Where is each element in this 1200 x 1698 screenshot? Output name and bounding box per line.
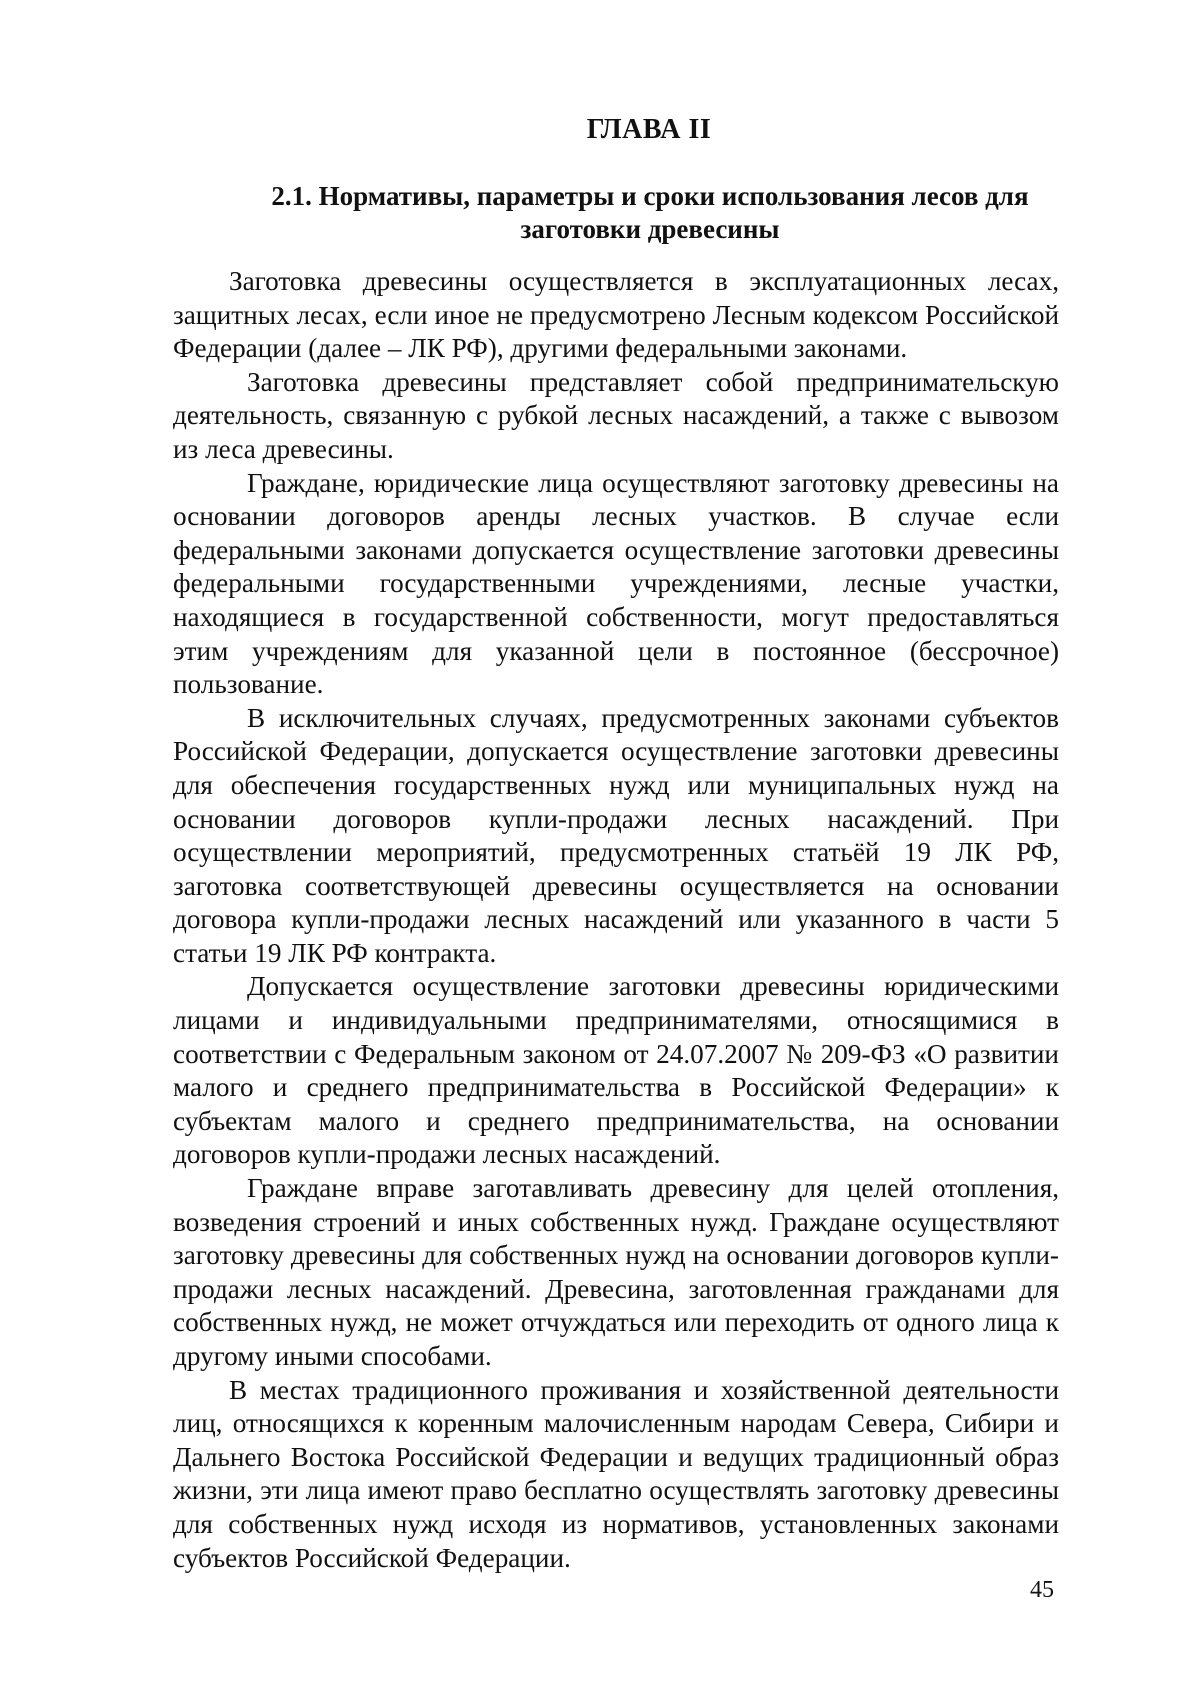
paragraph-1: Заготовка древесины осуществляется в эксплуатационных лесах, защитных лесах, если иное не предусмотрено Лесным кодексом Российской Федерации (далее – ЛК РФ), другими федеральными законами. (173, 266, 1059, 364)
section-title: 2.1. Нормативы, параметры и сроки использования лесов для заготовки древесины (271, 181, 1029, 244)
chapter-heading: ГЛАВА II (586, 114, 712, 145)
paragraph-3: Граждане, юридические лица осуществляют заготовку древесины на основании договоров аренды лесных участков. В случае если федеральными законами допускается осуществление заготовки древесины федеральными государственными учреждениями, лесные участки, находящиеся в государственной собственности, могут предоставляться этим учреждениям для указанной цели в постоянное (бессрочное) пользование. (173, 467, 1059, 700)
paragraph-7: В местах традиционного проживания и хозяйственной деятельности лиц, относящихся к коренным малочисленным народам Севера, Сибири и Дальнего Востока Российской Федерации и ведущих традиционный образ жизни, эти лица имеют право бесплатно осуществлять заготовку древесины для собственных нужд исходя из нормативов, установленных законами субъектов Российской Федерации. (173, 1374, 1059, 1573)
body-text (173, 265, 1059, 1575)
paragraph-5: Допускается осуществление заготовки древесины юридическими лицами и индивидуальными предпринимателями, относящимися в соответствии с Федеральным законом от 24.07.2007 № 209-ФЗ «О развитии малого и среднего предпринимательства в Российской Федерации» к субъектам малого и среднего предпринимательства, на основании договоров купли-продажи лесных насаждений. (173, 971, 1059, 1170)
page-number: 45 (1030, 1577, 1054, 1603)
paragraph-2: Заготовка древесины представляет собой предпринимательскую деятельность, связанную с рубкой лесных насаждений, а также с вывозом из леса древесины. (173, 366, 1059, 464)
paragraph-6: Граждане вправе заготавливать древесину для целей отопления, возведения строений и иных собственных нужд. Граждане осуществляют заготовку древесины для собственных нужд на основании договоров купли-продажи лесных насаждений. Древесина, заготовленная гражданами для собственных нужд, не может отчуждаться или переходить от одного лица к другому иными способами. (173, 1173, 1059, 1371)
paragraph-4: В исключительных случаях, предусмотренных законами субъектов Российской Федерации, допускается осуществление заготовки древесины для обеспечения государственных нужд или муниципальных нужд на основании договоров купли-продажи лесных насаждений. При осуществлении мероприятий, предусмотренных статьёй 19 ЛК РФ, заготовка соответствующей древесины осуществляется на основании договора купли-продажи лесных насаждений или указанного в части 5 статьи 19 ЛК РФ контракта. (173, 702, 1059, 968)
